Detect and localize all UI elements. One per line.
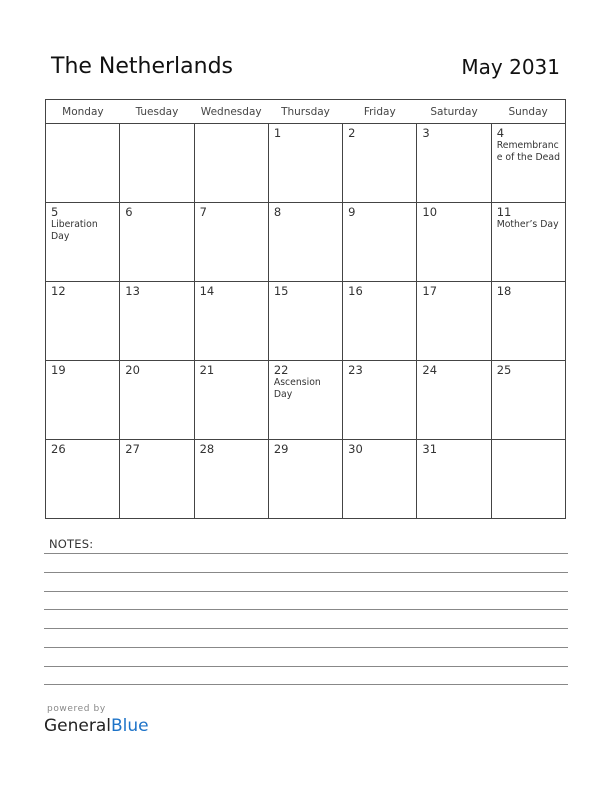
day-number: 7 — [199, 205, 207, 219]
day-number: 3 — [422, 126, 430, 140]
weekday-saturday: Saturday — [417, 100, 491, 124]
day-number: 24 — [422, 363, 438, 377]
weekday-thursday: Thursday — [268, 100, 342, 124]
weekday-wednesday: Wednesday — [194, 100, 268, 124]
week-row — [46, 440, 566, 519]
day-number: 12 — [51, 284, 66, 298]
day-number: 17 — [422, 284, 438, 298]
day-cell — [343, 361, 417, 440]
day-cell — [268, 203, 342, 282]
day-number: 30 — [348, 442, 363, 456]
holiday-label: Remembrance of the Dead — [496, 140, 560, 163]
day-number: 9 — [348, 205, 356, 219]
weekday-friday: Friday — [343, 100, 417, 124]
notes-line — [44, 609, 568, 610]
day-number: 11 — [496, 205, 512, 219]
day-cell — [46, 282, 120, 361]
weekday-header-row — [46, 100, 566, 124]
calendar-grid — [45, 99, 566, 519]
notes-line — [44, 572, 568, 573]
day-number: 28 — [199, 442, 215, 456]
day-cell — [491, 203, 565, 282]
holiday-label: Liberation Day — [51, 219, 98, 242]
generalblue-logo — [44, 716, 149, 736]
weekday-monday: Monday — [46, 100, 120, 124]
holiday-label: Ascension Day — [273, 377, 321, 400]
weekday-sunday: Sunday — [491, 100, 565, 124]
notes-line — [44, 553, 568, 554]
logo-blue-text: Blue — [111, 716, 149, 736]
day-number: 18 — [496, 284, 512, 298]
day-cell — [491, 282, 565, 361]
day-cell — [194, 440, 268, 519]
week-row — [46, 361, 566, 440]
day-number: 4 — [496, 126, 505, 140]
day-cell — [120, 361, 194, 440]
day-number: 20 — [125, 363, 140, 377]
notes-line — [44, 628, 568, 629]
day-cell — [417, 282, 491, 361]
day-cell — [343, 282, 417, 361]
day-number: 14 — [199, 284, 215, 298]
day-cell — [120, 282, 194, 361]
day-number: 29 — [273, 442, 289, 456]
day-number: 27 — [125, 442, 140, 456]
notes-line — [44, 684, 568, 685]
day-number: 25 — [496, 363, 512, 377]
day-number: 23 — [348, 363, 363, 377]
notes-label: NOTES: — [49, 537, 94, 551]
week-row — [46, 124, 566, 203]
day-number: 26 — [51, 442, 66, 456]
week-row — [46, 203, 566, 282]
day-cell — [120, 440, 194, 519]
week-row — [46, 282, 566, 361]
day-cell — [417, 124, 491, 203]
day-cell — [268, 361, 342, 440]
notes-line — [44, 591, 568, 592]
day-number: 19 — [51, 363, 66, 377]
day-number: 21 — [199, 363, 215, 377]
calendar-country-title: The Netherlands — [51, 54, 234, 79]
day-cell — [120, 124, 194, 203]
day-cell — [268, 440, 342, 519]
day-number: 6 — [125, 205, 133, 219]
day-cell — [120, 203, 194, 282]
day-cell — [417, 440, 491, 519]
day-cell — [194, 203, 268, 282]
powered-by-text: powered by — [47, 704, 106, 714]
day-number: 2 — [348, 126, 356, 140]
day-cell — [46, 124, 120, 203]
day-cell — [268, 282, 342, 361]
day-number: 8 — [273, 205, 282, 219]
day-number: 5 — [51, 205, 59, 219]
notes-line — [44, 647, 568, 648]
day-cell — [46, 203, 120, 282]
day-cell — [491, 361, 565, 440]
day-cell — [194, 282, 268, 361]
day-cell — [46, 361, 120, 440]
day-cell — [343, 440, 417, 519]
day-cell — [417, 361, 491, 440]
day-number: 15 — [273, 284, 289, 298]
logo-general-text: General — [44, 716, 111, 736]
day-number: 1 — [273, 126, 282, 140]
notes-line — [44, 666, 568, 667]
day-number: 13 — [125, 284, 140, 298]
holiday-label: Mother’s Day — [496, 219, 559, 230]
day-cell — [417, 203, 491, 282]
day-number: 22 — [273, 363, 289, 377]
day-cell — [194, 124, 268, 203]
day-cell — [194, 361, 268, 440]
weekday-tuesday: Tuesday — [120, 100, 194, 124]
day-number: 10 — [422, 205, 438, 219]
day-number: 16 — [348, 284, 363, 298]
day-number: 31 — [422, 442, 438, 456]
day-cell — [343, 124, 417, 203]
day-cell — [343, 203, 417, 282]
day-cell — [491, 124, 565, 203]
day-cell — [46, 440, 120, 519]
day-cell — [491, 440, 565, 519]
day-cell — [268, 124, 342, 203]
calendar-month-title: May 2031 — [461, 55, 560, 79]
